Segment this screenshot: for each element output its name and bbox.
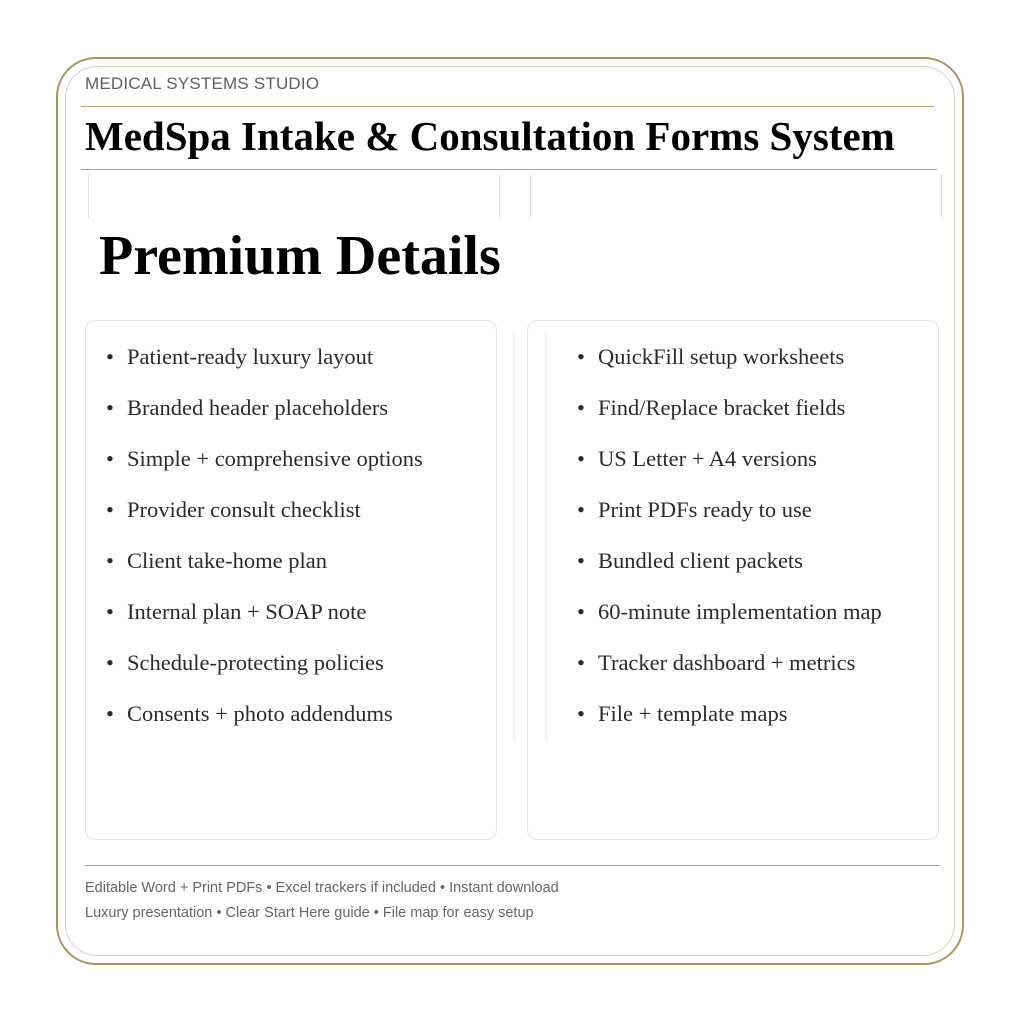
feature-text: Consents + photo addendums	[127, 701, 393, 726]
feature-item	[106, 542, 423, 593]
feature-item	[106, 644, 423, 695]
document-title: MedSpa Intake & Consultation Forms System	[85, 113, 895, 159]
bullet-icon: •	[577, 395, 585, 420]
header-top-divider	[81, 106, 934, 107]
feature-text: QuickFill setup worksheets	[598, 344, 845, 369]
feature-item	[577, 542, 882, 593]
left-column-stub	[88, 174, 500, 218]
feature-item	[577, 338, 882, 389]
bullet-icon: •	[577, 599, 585, 624]
feature-text: Tracker dashboard + metrics	[598, 650, 856, 675]
column-divider	[514, 333, 515, 741]
feature-text: Simple + comprehensive options	[127, 446, 423, 471]
feature-item	[577, 695, 882, 746]
section-title: Premium Details	[99, 225, 501, 287]
footer-line-1: Editable Word + Print PDFs • Excel trackers if included • Instant download	[85, 880, 559, 896]
feature-text: Patient-ready luxury layout	[127, 344, 374, 369]
header-bottom-divider	[81, 169, 937, 170]
bullet-icon: •	[577, 446, 585, 471]
feature-item	[106, 491, 423, 542]
feature-item	[577, 440, 882, 491]
right-column-stub	[530, 174, 942, 218]
feature-item	[106, 695, 423, 746]
footer-divider	[85, 865, 940, 866]
bullet-icon: •	[577, 344, 585, 369]
feature-item	[106, 389, 423, 440]
left-feature-list	[106, 338, 423, 746]
footer-line-2: Luxury presentation • Clear Start Here guide • File map for easy setup	[85, 905, 534, 921]
feature-text: Bundled client packets	[598, 548, 803, 573]
feature-text: Schedule-protecting policies	[127, 650, 384, 675]
bullet-icon: •	[577, 497, 585, 522]
bullet-icon: •	[106, 650, 114, 675]
bullet-icon: •	[106, 344, 114, 369]
feature-text: Internal plan + SOAP note	[127, 599, 367, 624]
feature-item	[106, 338, 423, 389]
column-divider	[546, 333, 547, 741]
bullet-icon: •	[106, 497, 114, 522]
feature-text: Provider consult checklist	[127, 497, 361, 522]
bullet-icon: •	[106, 701, 114, 726]
feature-text: Branded header placeholders	[127, 395, 389, 420]
bullet-icon: •	[106, 548, 114, 573]
feature-text: US Letter + A4 versions	[598, 446, 817, 471]
feature-text: File + template maps	[598, 701, 788, 726]
right-feature-list	[577, 338, 882, 746]
bullet-icon: •	[577, 650, 585, 675]
feature-text: Find/Replace bracket fields	[598, 395, 846, 420]
brand-label: MEDICAL SYSTEMS STUDIO	[85, 74, 320, 93]
feature-item	[577, 644, 882, 695]
bullet-icon: •	[106, 599, 114, 624]
feature-item	[106, 440, 423, 491]
bullet-icon: •	[106, 446, 114, 471]
feature-item	[577, 491, 882, 542]
feature-text: Print PDFs ready to use	[598, 497, 812, 522]
feature-item	[577, 389, 882, 440]
feature-text: 60-minute implementation map	[598, 599, 882, 624]
feature-item	[106, 593, 423, 644]
bullet-icon: •	[577, 701, 585, 726]
feature-text: Client take-home plan	[127, 548, 327, 573]
feature-item	[577, 593, 882, 644]
bullet-icon: •	[106, 395, 114, 420]
bullet-icon: •	[577, 548, 585, 573]
